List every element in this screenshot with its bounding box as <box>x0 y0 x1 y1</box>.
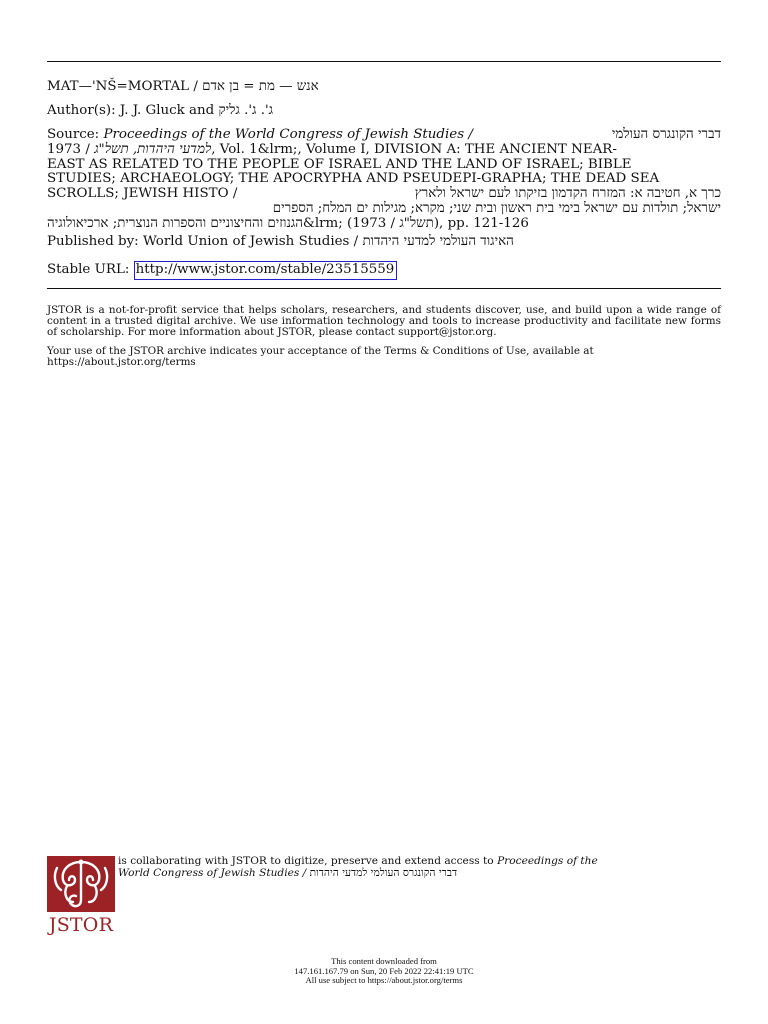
source-label: Source: <box>47 127 100 142</box>
title-latin: MAT—'NŠ=MORTAL / <box>47 79 198 94</box>
jstor-notice-paragraph: JSTOR is a not-for-profit service that helps scholars, researchers, and students discover, use, and build upon a wide range of content in a trusted digital archive. We use information technology and tools to increase productivity and facilitate new forms of scholarship. For more information about JSTOR, please contact support@jstor.org. <box>47 304 721 339</box>
source-journal: Proceedings of the World Congress of Jewish Studies / <box>103 127 473 142</box>
jstor-wordmark: JSTOR <box>48 914 114 936</box>
title-hebrew: אנש — מת = בן אדם <box>202 79 319 94</box>
footer-line-1: This content downloaded from <box>331 956 437 966</box>
source-line-1 <box>47 128 721 143</box>
article-title <box>47 80 319 94</box>
source-line-4: STUDIES; ARCHAEOLOGY; THE APOCRYPHA AND PSEUDEPI-GRAPHA; THE DEAD SEA <box>47 171 660 187</box>
terms-notice-paragraph: Your use of the JSTOR archive indicates your acceptance of the Terms & Conditions of Use, available at https://about.jstor.org/terms <box>47 345 594 369</box>
source-line-7: החיצוניים והספרות הנוצרית; ארכיאולוגיההגנוזים ו&lrm; (1973 / תשל"ג), pp. 121-126 <box>47 215 529 231</box>
authors-latin: J. J. Gluck and <box>119 103 215 118</box>
download-footer <box>0 957 768 986</box>
collaboration-statement: is collaborating with JSTOR to digitize, preserve and extend access to Proceedings of the World Congress of Jewish Studies / דברי הקונגרס העולמי למדעי היהדות <box>118 855 598 879</box>
stable-url-line <box>47 261 397 280</box>
jstor-logo-icon <box>47 856 115 912</box>
top-divider <box>47 61 721 62</box>
publisher-line <box>47 235 514 249</box>
stable-url-label: Stable URL: <box>47 262 130 277</box>
footer-line-2: 147.161.167.79 on Sun, 20 Feb 2022 22:41:19 UTC <box>294 965 474 976</box>
middle-divider <box>47 288 721 289</box>
footer-line-3: All use subject to https://about.jstor.org/terms <box>305 975 463 986</box>
authors-line <box>47 104 273 118</box>
authors-label: Author(s): <box>47 103 116 118</box>
source-hebrew-journal: דברי הקונגרס העולמי <box>611 127 721 142</box>
source-line-6: ישראל; תולדות עם ישראל בימי בית ראשון ובית שני; מקרא; מגילות ים המלח; הספרים <box>272 200 721 216</box>
stable-url-link[interactable]: http://www.jstor.com/stable/23515559 <box>134 261 398 280</box>
authors-hebrew: ג'. ג'. גליק <box>218 103 274 118</box>
terms-link[interactable]: https://about.jstor.org/terms <box>47 356 196 369</box>
source-line-3: EAST AS RELATED TO THE PEOPLE OF ISRAEL AND THE LAND OF ISRAEL; BIBLE <box>47 156 632 172</box>
publisher-label: Published by: <box>47 234 139 249</box>
publisher-latin: World Union of Jewish Studies / <box>142 234 359 249</box>
jstor-logo[interactable] <box>47 856 115 935</box>
source-line-2: 1973 / למדעי היהדות, תשל"ג, Vol. 1&lrm;, Volume I, DIVISION A: THE ANCIENT NEAR- <box>47 141 617 157</box>
source-block <box>47 128 721 232</box>
source-hebrew-italic: למדעי היהדות, תשל"ג <box>94 141 212 157</box>
source-line-5: SCROLLS; JEWISH HISTO / כרך א, חטיבה א: המזרח הקדמון בזיקתו לעם ישראל ולארץ <box>47 186 721 202</box>
publisher-hebrew: האיגוד העולמי למדעי היהדות <box>362 234 514 249</box>
